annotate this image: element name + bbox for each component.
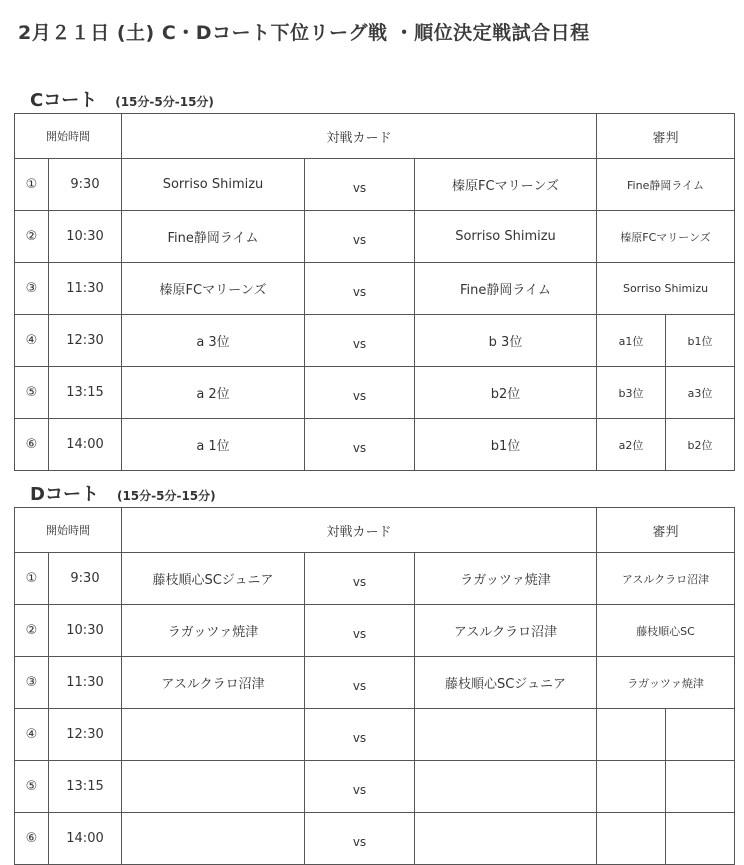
team-away: Sorriso Shimizu [415,211,597,263]
referee-1 [597,813,666,865]
vs-label: vs [305,159,415,211]
start-time: 12:30 [49,315,122,367]
match-number: ③ [15,657,49,709]
team-home: a 3位 [122,315,305,367]
vs-label: vs [305,813,415,865]
team-away [415,761,597,813]
referee-1: b3位 [597,367,666,419]
start-time: 9:30 [49,159,122,211]
start-time: 9:30 [49,553,122,605]
start-time: 10:30 [49,211,122,263]
referee-2 [666,709,735,761]
referee-1: a2位 [597,419,666,471]
match-number: ④ [15,709,49,761]
team-home: a 1位 [122,419,305,471]
header-match-card: 対戦カード [122,114,597,159]
referee-2 [666,813,735,865]
team-home: 藤枝順心SCジュニア [122,553,305,605]
match-number: ② [15,605,49,657]
court-format: (15分-5分-15分) [116,489,216,503]
vs-label: vs [305,657,415,709]
start-time: 13:15 [49,761,122,813]
table-header-row [15,114,735,159]
referee-2: b2位 [666,419,735,471]
team-away: 榛原FCマリーンズ [415,159,597,211]
vs-label: vs [305,709,415,761]
team-away: ラガッツァ焼津 [415,553,597,605]
team-home: Sorriso Shimizu [122,159,305,211]
team-away: b2位 [415,367,597,419]
table-row [15,709,735,761]
page-title: 2月２１日 (土) C・Dコート下位リーグ戦 ・順位決定戦試合日程 [18,22,590,44]
referee: 藤枝順心SC [597,605,735,657]
referee-2: a3位 [666,367,735,419]
vs-label: vs [305,367,415,419]
table-row [15,761,735,813]
vs-label: vs [305,263,415,315]
team-away: アスルクラロ沼津 [415,605,597,657]
referee: 榛原FCマリーンズ [597,211,735,263]
referee: アスルクラロ沼津 [597,553,735,605]
schedule-table-c [14,113,735,471]
referee: ラガッツァ焼津 [597,657,735,709]
team-away: b1位 [415,419,597,471]
referee: Fine静岡ライム [597,159,735,211]
team-away: 藤枝順心SCジュニア [415,657,597,709]
schedule-table-d [14,507,735,865]
header-start-time: 開始時間 [15,508,122,553]
vs-label: vs [305,605,415,657]
team-home: アスルクラロ沼津 [122,657,305,709]
team-home: Fine静岡ライム [122,211,305,263]
vs-label: vs [305,419,415,471]
referee-1 [597,761,666,813]
header-start-time: 開始時間 [15,114,122,159]
table-row [15,159,735,211]
table-header-row [15,508,735,553]
referee: Sorriso Shimizu [597,263,735,315]
match-number: ③ [15,263,49,315]
match-number: ⑥ [15,419,49,471]
start-time: 11:30 [49,263,122,315]
table-row [15,813,735,865]
match-number: ⑥ [15,813,49,865]
vs-label: vs [305,761,415,813]
start-time: 14:00 [49,419,122,471]
header-match-card: 対戦カード [122,508,597,553]
referee-1 [597,709,666,761]
table-row [15,605,735,657]
court-format: (15分-5分-15分) [115,95,214,109]
team-home [122,709,305,761]
match-number: ① [15,159,49,211]
table-row [15,263,735,315]
court-name: Dコート [30,484,99,505]
team-away [415,813,597,865]
court-heading-d [30,480,216,506]
referee-2 [666,761,735,813]
match-number: ① [15,553,49,605]
referee-1: a1位 [597,315,666,367]
start-time: 14:00 [49,813,122,865]
start-time: 13:15 [49,367,122,419]
team-home [122,813,305,865]
vs-label: vs [305,211,415,263]
team-away: b 3位 [415,315,597,367]
match-number: ⑤ [15,761,49,813]
team-home [122,761,305,813]
header-referee: 審判 [597,114,735,159]
table-row [15,419,735,471]
court-name: Cコート [30,90,98,111]
header-referee: 審判 [597,508,735,553]
table-row [15,553,735,605]
referee-2: b1位 [666,315,735,367]
match-number: ④ [15,315,49,367]
table-row [15,657,735,709]
match-number: ⑤ [15,367,49,419]
table-row [15,211,735,263]
vs-label: vs [305,553,415,605]
start-time: 11:30 [49,657,122,709]
start-time: 10:30 [49,605,122,657]
court-heading-c [30,86,214,112]
team-home: 榛原FCマリーンズ [122,263,305,315]
team-away: Fine静岡ライム [415,263,597,315]
start-time: 12:30 [49,709,122,761]
team-home: a 2位 [122,367,305,419]
match-number: ② [15,211,49,263]
table-row [15,367,735,419]
team-home: ラガッツァ焼津 [122,605,305,657]
vs-label: vs [305,315,415,367]
team-away [415,709,597,761]
table-row [15,315,735,367]
